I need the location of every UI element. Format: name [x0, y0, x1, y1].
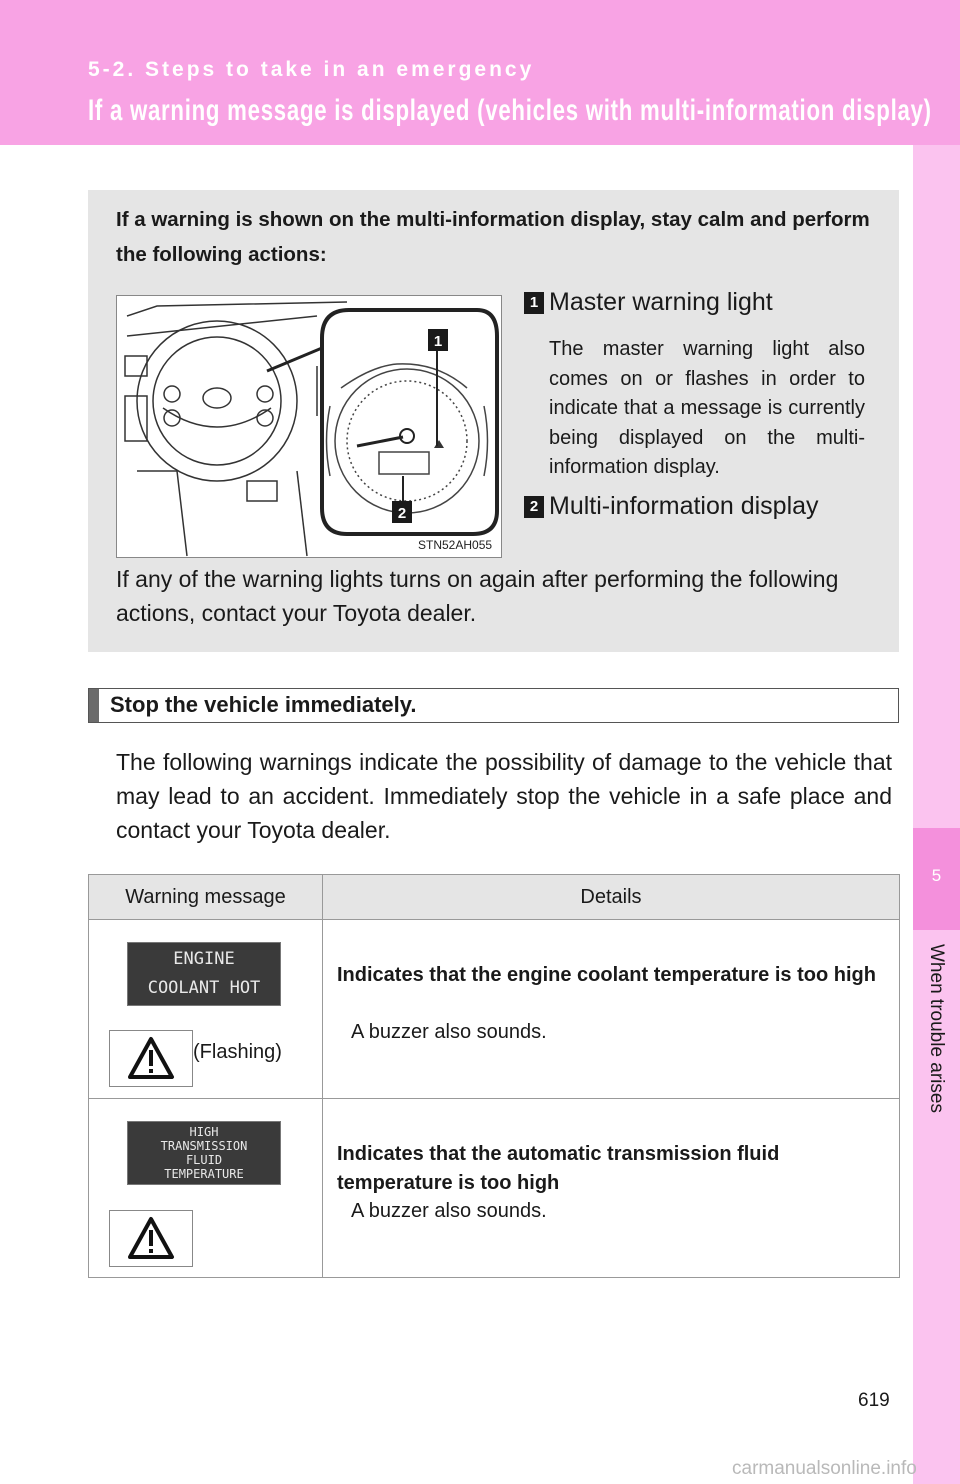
figure-code: STN52AH055	[418, 538, 493, 552]
table-row	[89, 1099, 900, 1278]
svg-text:2: 2	[397, 505, 407, 522]
detail-heading: Indicates that the automatic transmission fluid temperature is too high	[337, 1143, 780, 1194]
heading-accent	[89, 689, 99, 722]
chapter-side-tab[interactable]	[913, 145, 960, 1484]
callout-master-warning	[524, 288, 773, 317]
lcd-message	[127, 1121, 281, 1185]
chapter-number: 5	[931, 866, 942, 885]
table-header: Details	[323, 875, 900, 920]
stop-paragraph: The following warnings indicate the possibility of damage to the vehicle that may lead to an accident. Immediately stop the vehicle in a safe place and contact your Toyota dealer.	[116, 749, 892, 843]
detail-heading: Indicates that the engine coolant temperature is too high	[337, 964, 876, 986]
details-cell	[323, 920, 900, 1099]
dashboard-illustration	[116, 295, 502, 558]
callout-label: Multi-information display	[549, 492, 819, 520]
detail-note: A buzzer also sounds.	[351, 1021, 547, 1043]
table-header-row	[89, 875, 900, 920]
lcd-message	[127, 942, 281, 1006]
table-header: Warning message	[89, 875, 323, 920]
warning-message-cell	[89, 1099, 323, 1278]
callout-number: 2	[524, 496, 544, 518]
warning-table	[88, 874, 900, 1278]
section-title: 5-2. Steps to take in an emergency	[88, 58, 535, 81]
page-number: 619	[858, 1390, 890, 1411]
lcd-line: ENGINE	[173, 949, 235, 969]
intro-text: If a warning is shown on the multi-information display, stay calm and perform the following actions:	[116, 208, 870, 266]
lcd-line: HIGH	[189, 1125, 219, 1139]
chapter-label: When trouble arises	[926, 944, 947, 1113]
stop-heading-text: Stop the vehicle immediately.	[110, 692, 417, 717]
svg-text:1: 1	[433, 333, 443, 350]
callout-multi-info-display	[524, 492, 819, 521]
callout-label: Master warning light	[549, 288, 773, 316]
warning-triangle-icon	[109, 1030, 193, 1087]
flashing-note: (Flashing)	[193, 1041, 282, 1063]
callout-number: 1	[524, 292, 544, 314]
lcd-line: COOLANT HOT	[147, 978, 261, 998]
detail-note: A buzzer also sounds.	[351, 1200, 547, 1222]
details-cell	[323, 1099, 900, 1278]
dashboard-drawing	[117, 296, 501, 557]
lcd-line: FLUID	[185, 1153, 223, 1167]
lcd-line: TEMPERATURE	[164, 1167, 244, 1181]
page-header	[0, 0, 960, 145]
follow-up-text: If any of the warning lights turns on again after performing the following actions, contact your Toyota dealer.	[116, 566, 839, 626]
watermark: carmanualsonline.info	[732, 1458, 917, 1479]
warning-triangle-icon	[109, 1210, 193, 1267]
lcd-line: TRANSMISSION	[160, 1139, 248, 1153]
stop-heading	[88, 688, 899, 723]
table-row	[89, 920, 900, 1099]
callout-description: The master warning light also comes on or flashes in order to indicate that a message is currently being displayed on the multi-information display.	[549, 338, 865, 478]
page-title: If a warning message is displayed (vehicles with multi-information display)	[88, 94, 932, 127]
warning-message-cell	[89, 920, 323, 1099]
